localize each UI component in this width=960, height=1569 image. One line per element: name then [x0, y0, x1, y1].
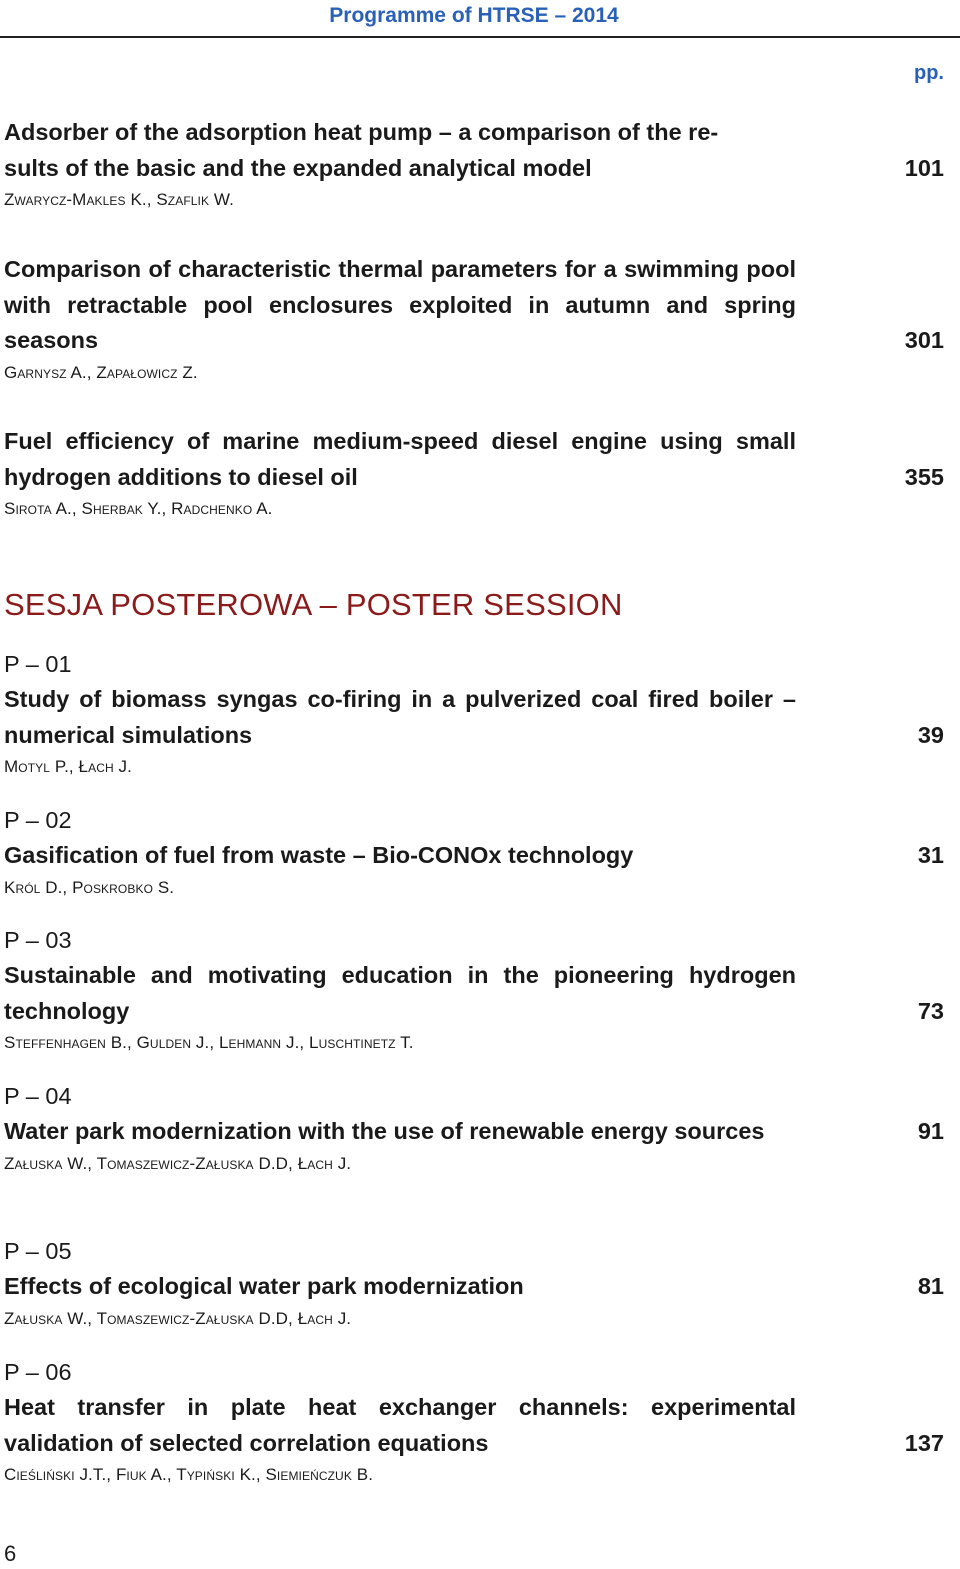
page-header	[0, 0, 960, 38]
poster-code: P – 06	[4, 1359, 72, 1385]
poster-page-number: 137	[904, 1429, 944, 1456]
poster-page-number: 91	[917, 1118, 944, 1144]
poster-title: Effects of ecological water park modernization	[4, 1273, 524, 1299]
entry-page-number: 101	[904, 154, 944, 181]
poster-title: Gasification of fuel from waste – Bio-CONOx technology	[4, 842, 634, 868]
entry-title: Fuel efficiency of marine medium-speed diesel engine using small hydrogen additions to diesel oil	[4, 428, 796, 490]
section-heading: SESJA POSTEROWA – POSTER SESSION	[4, 587, 623, 622]
entry-title-line: sults of the basic and the expanded analytical model	[4, 154, 592, 181]
entry-page-number: 355	[904, 463, 944, 490]
poster-entry	[4, 647, 944, 781]
poster-title: Water park modernization with the use of renewable energy sources	[4, 1118, 765, 1144]
poster-title: Heat transfer in plate heat exchanger channels: experimental validation of selected correlation equations	[4, 1394, 796, 1456]
toc-entry	[4, 424, 944, 523]
toc-entry	[4, 252, 944, 387]
poster-code: P – 04	[4, 1083, 72, 1109]
poster-code: P – 03	[4, 927, 72, 953]
page-header-title: Programme of HTRSE – 2014	[329, 4, 619, 27]
poster-code: P – 01	[4, 651, 72, 677]
poster-authors: Cieśliński J.T., Fiuk A., Typiński K., Siemieńczuk B.	[4, 1465, 374, 1484]
entry-title: Comparison of characteristic thermal parameters for a swimming pool with retractable pool enclosures exploited in autumn and spring seasons	[4, 256, 796, 353]
entry-title-line: Adsorber of the adsorption heat pump – a comparison of the re-	[4, 119, 719, 145]
poster-entry	[4, 803, 944, 902]
poster-code: P – 02	[4, 807, 72, 833]
poster-authors: Motyl P., Łach J.	[4, 757, 132, 776]
poster-authors: Załuska W., Tomaszewicz-Załuska D.D, Łach J.	[4, 1308, 352, 1328]
poster-title: Sustainable and motivating education in the pioneering hydrogen technology	[4, 962, 796, 1024]
entry-authors: Garnysz A., Zapałowicz Z.	[4, 362, 198, 382]
poster-page-number: 39	[917, 721, 944, 748]
poster-entry	[4, 1234, 944, 1333]
toc-entry	[4, 115, 944, 214]
poster-authors: Król D., Poskrobko S.	[4, 877, 175, 897]
poster-title: Study of biomass syngas co-firing in a pulverized coal fired boiler – numerical simulations	[4, 686, 796, 748]
poster-page-number: 31	[917, 842, 944, 868]
poster-entry	[4, 1079, 944, 1178]
entry-title	[4, 115, 796, 186]
poster-authors: Załuska W., Tomaszewicz-Załuska D.D, Łach J.	[4, 1153, 352, 1173]
entry-authors: Sirota A., Sherbak Y., Radchenko A.	[4, 499, 273, 518]
page-number: 6	[4, 1541, 17, 1566]
poster-page-number: 73	[917, 997, 944, 1024]
entry-page-number: 301	[904, 327, 944, 353]
poster-entry	[4, 923, 944, 1057]
poster-authors: Steffenhagen B., Gulden J., Lehmann J., Luschtinetz T.	[4, 1033, 414, 1052]
entry-authors: Zwarycz-Makles K., Szaflik W.	[4, 190, 234, 209]
poster-page-number: 81	[917, 1273, 944, 1299]
poster-entry	[4, 1355, 944, 1489]
pages-column-label: pp.	[914, 62, 944, 84]
poster-code: P – 05	[4, 1238, 72, 1264]
